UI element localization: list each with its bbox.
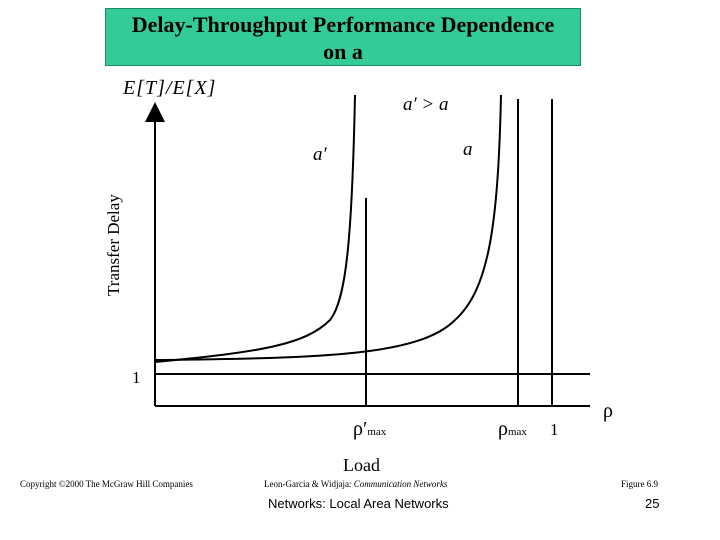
course-footer: Networks: Local Area Networks: [268, 496, 449, 511]
curve-a-prime-label: a′: [313, 144, 327, 165]
curve-a-prime: [155, 95, 355, 362]
x-axis-symbol: ρ: [603, 400, 613, 422]
page-number: 25: [645, 496, 660, 511]
rho-max-sub: max: [507, 426, 527, 438]
rho-max-label: [498, 418, 527, 441]
y-tick-one: 1: [132, 368, 141, 387]
copyright-text: Copyright ©2000 The McGraw Hill Companies: [20, 479, 193, 489]
curve-a-label: a: [463, 139, 473, 160]
credit-book: Communication Networks: [353, 479, 448, 489]
x-axis-label: Load: [343, 455, 380, 475]
rho-max-prime-sub: max: [367, 426, 387, 438]
title-line-1: Delay-Throughput Performance Dependence: [131, 12, 555, 37]
title-line-2: on a: [323, 39, 363, 64]
y-ratio-label: E[T]/E[X]: [123, 77, 217, 99]
credit-text: [264, 479, 447, 489]
credit-authors: Leon-Garcia & Widjaja:: [264, 479, 354, 489]
figure-number: Figure 6.9: [621, 479, 658, 489]
curve-condition-label: a′ > a: [403, 94, 449, 115]
rho-max-symbol: ρ: [498, 418, 508, 440]
rho-max-prime-label: [353, 418, 386, 441]
x-tick-one: 1: [550, 420, 559, 439]
curve-a: [155, 95, 501, 360]
rho-max-prime-symbol: ρ′: [353, 418, 368, 440]
y-axis-label: Transfer Delay: [104, 194, 123, 296]
